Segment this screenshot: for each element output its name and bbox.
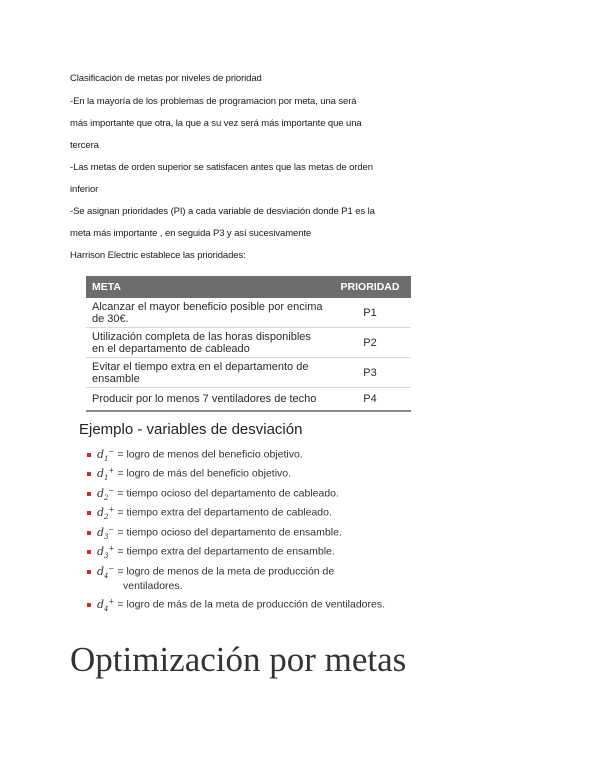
variable-symbol: $d_4^+$ <box>97 597 115 613</box>
list-item <box>87 447 303 463</box>
bullet-icon <box>87 453 91 457</box>
intro-paragraph-line: -Se asignan prioridades (PI) a cada variable de desviación donde P1 es la <box>70 206 375 217</box>
bullet-icon <box>87 492 91 496</box>
variable-symbol: $d_4^-$ <box>97 564 115 580</box>
meta-cell: Alcanzar el mayor beneficio posible por encima de 30€. <box>86 298 329 328</box>
variable-symbol: $d_1^+$ <box>97 466 115 482</box>
bullet-icon <box>87 472 91 476</box>
list-item <box>87 466 291 482</box>
meta-cell: Evitar el tiempo extra en el departamento de ensamble <box>86 358 329 388</box>
meta-cell: Producir por lo menos 7 ventiladores de techo <box>86 388 329 412</box>
list-item-text: = logro de menos del beneficio objetivo. <box>117 448 303 461</box>
bullet-icon <box>87 550 91 554</box>
priority-cell: P4 <box>329 388 411 412</box>
list-item <box>87 564 334 592</box>
list-item <box>87 597 385 613</box>
variable-symbol: $d_1^-$ <box>97 447 115 463</box>
meta-cell: Utilización completa de las horas disponibles en el departamento de cableado <box>86 328 329 358</box>
list-item-text: = tiempo extra del departamento de ensamble. <box>117 545 335 558</box>
list-item-text: = tiempo extra del departamento de cableado. <box>117 506 332 519</box>
intro-paragraph-line: inferior <box>70 184 99 195</box>
intro-paragraph-line: -En la mayoría de los problemas de programacion por meta, una será <box>70 96 357 107</box>
list-item-text: = tiempo ocioso del departamento de ensamble. <box>117 526 342 539</box>
intro-paragraph-line: tercera <box>70 140 99 151</box>
list-item <box>87 525 342 541</box>
example-title: Ejemplo - variables de desviación <box>79 421 303 438</box>
table-row <box>86 298 411 328</box>
variable-symbol: $d_3^+$ <box>97 544 115 560</box>
list-item <box>87 544 335 560</box>
variable-symbol: $d_2^+$ <box>97 505 115 521</box>
list-item <box>87 505 332 521</box>
table-header-row <box>86 276 411 298</box>
bullet-icon <box>87 531 91 535</box>
header-prioridad: PRIORIDAD <box>329 276 411 298</box>
bullet-icon <box>87 603 91 607</box>
list-item-continuation: ventiladores. <box>123 579 183 592</box>
table-row <box>86 328 411 358</box>
list-item-text: = tiempo ocioso del departamento de cableado. <box>117 487 339 500</box>
table-row <box>86 388 411 412</box>
list-item-text: = logro de más del beneficio objetivo. <box>117 467 292 480</box>
bullet-icon <box>87 570 91 574</box>
priority-cell: P2 <box>329 328 411 358</box>
intro-paragraph-line: más importante que otra, la que a su vez será más importante que una <box>70 118 362 129</box>
bullet-icon <box>87 511 91 515</box>
priority-cell: P1 <box>329 298 411 328</box>
intro-paragraph-line: meta más importante , en seguida P3 y así sucesivamente <box>70 228 312 239</box>
list-item-text: = logro de más de la meta de producción de ventiladores. <box>117 598 386 611</box>
intro-title: Clasificación de metas por niveles de prioridad <box>70 73 262 84</box>
priority-cell: P3 <box>329 358 411 388</box>
table-row <box>86 358 411 388</box>
variable-symbol: $d_2^-$ <box>97 486 115 502</box>
priority-table <box>86 276 411 412</box>
list-item-text: = logro de menos de la meta de producción de <box>117 565 335 578</box>
header-meta: META <box>86 276 329 298</box>
intro-paragraph-line: -Las metas de orden superior se satisfacen antes que las metas de orden <box>70 162 373 173</box>
list-item <box>87 486 339 502</box>
variable-symbol: $d_3^-$ <box>97 525 115 541</box>
page-heading: Optimización por metas <box>70 640 407 679</box>
intro-paragraph-line: Harrison Electric establece las prioridades: <box>70 250 246 261</box>
